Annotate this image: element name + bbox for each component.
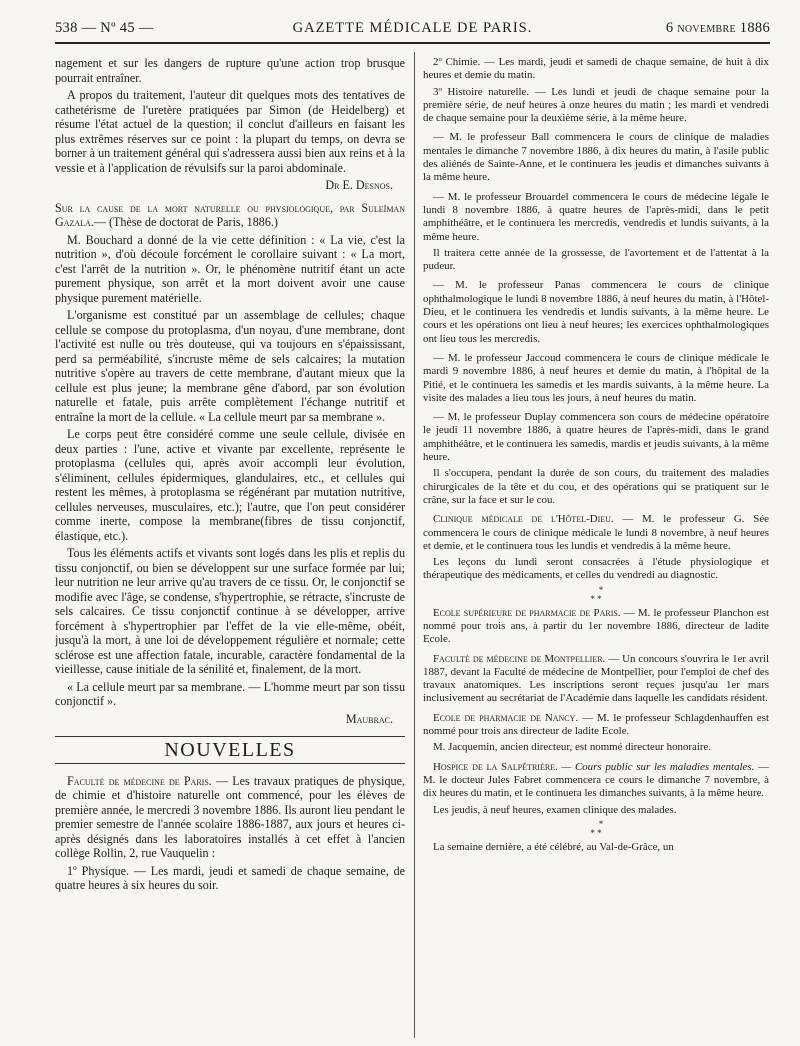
paragraph: — M. le professeur Duplay commencera son cours de médecine opératoire le jeudi 11 novembre 1886, à quatre heures de l'après-midi, dans le grand amphithéâtre, et le continuera les samedis, mardis et jeudis suivants, à la même heure. — [423, 411, 769, 464]
paragraph: Les jeudis, à neuf heures, examen clinique des malades. — [433, 803, 677, 816]
column-divider — [414, 52, 415, 1038]
page-header — [55, 20, 770, 44]
news-item — [423, 653, 769, 706]
paragraph: M. Bouchard a donné de la vie cette définition : « La vie, c'est la nutrition », d'où découle forcément le corollaire suivant : « La mort, c'est l'arrêt de la nutrition ». Or, le phénomène nutritif étant un acte purement physique, son arrêt et la mort doivent avoir une cause physique purement matérielle. — [55, 232, 405, 305]
right-column — [423, 56, 769, 1040]
section-title: NOUVELLES — [55, 736, 405, 764]
paragraph: — M. le professeur Brouardel commencera le cours de médecine légale le lundi 8 novembre 1886, à quatre heures de l'après-midi, dans le petit amphithéâtre, et le continuera les mercredis, vendredis et lundis suivants, à la même heure. — [423, 190, 769, 243]
article-title-block — [55, 201, 405, 230]
paragraph: La semaine dernière, a été célébré, au Val-de-Grâce, un — [433, 840, 674, 853]
paragraph: Les leçons du lundi seront consacrées à l'étude physiologique et thérapeutique des médicaments, et celles du vendredi au diagnostic. — [423, 556, 769, 582]
paragraph: A propos du traitement, l'auteur dit quelques mots des tentatives de cathetérisme de l'uretère pratiquées par Simon (de Heidelberg) et résume l'état actuel de la question; il conclut d'ailleurs en faisant les plus extrêmes réserves sur ce point : la plupart du temps, on devra se borner à un traitement général qui s'adressera aussi bien aux reins et à la vessie et à l'application de révulsifs sur la paroi abdominale. — [55, 88, 405, 175]
news-text: — M. le professeur Planchon est nommé pour trois ans, à partir du 1er novembre 1886, directeur de ladite Ecole. — [423, 606, 769, 646]
paragraph: Il s'occupera, pendant la durée de son cours, du traitement des maladies chirurgicales de la tête et du cou, et des opérations qui se pratiquent sur le crâne, sur la face et sur le cou. — [423, 467, 769, 506]
news-heading: Hospice de la Salpêtrière. — [433, 760, 558, 773]
news-text: — M. le docteur Jules Fabret commencera ce cours le dimanche 7 novembre, à dix heures du matin, et le continuera les dimanches suivants, à la même heure. — [423, 760, 769, 800]
paragraph: 2º Chimie. — Les mardi, jeudi et samedi de chaque semaine, de huit à dix heures et demie du matin. — [423, 56, 769, 82]
news-heading: Ecole supérieure de pharmacie de Paris. — [433, 606, 621, 619]
article-subtitle: — (Thèse de doctorat de Paris, 1886.) — [93, 215, 278, 229]
paragraph: 3º Histoire naturelle. — Les lundi et jeudi de chaque semaine pour la première série, de neuf heures à onze heures du matin ; les mardi et vendredi de chaque semaine pour la deuxième série, à la même heure. — [423, 85, 769, 125]
news-subtitle: — Cours public sur les maladies mentales. — [557, 760, 755, 773]
news-item — [423, 761, 769, 801]
paragraph: 1º Physique. — Les mardi, jeudi et samedi de chaque semaine, de quatre heures à six heures du soir. — [55, 863, 405, 892]
paragraph: nagement et sur les dangers de rupture qu'une action trop brusque pourrait entraîner. — [55, 56, 405, 85]
news-item — [423, 607, 769, 647]
paragraph: — M. le professeur Ball commencera le cours de clinique de maladies mentales le dimanche 7 novembre 1886, à dix heures du matin, à l'asile public des aliénés de Sainte-Anne, et le continuera les jeudis et dimanches suivants à la même heure. — [423, 131, 769, 184]
paragraph: Il traitera cette année de la grossesse, de l'avortement et de l'attentat à la pudeur. — [423, 246, 769, 273]
news-heading: Clinique médicale de l'Hôtel-Dieu. — [433, 513, 614, 526]
paragraph: L'organisme est constitué par un assemblage de cellules; chaque cellule se compose du protoplasma, d'un noyau, d'une membrane, dont l'activité est nulle ou très douteuse, qui va toujours en s'épaississant, perd sa perméabilité, s'incruste même de sels calcaires; la mutation nutritive s'opère au travers de cette membrane, d'autant mieux que la cellule est plus jeune; la membrane gêne d'abord, par son évolution naturelle et fatale, puis arrête complètement l'échange nutritif et entraîne la mort de la cellule. « La cellule meurt par sa membrane ». — [55, 308, 405, 424]
issue-date: 6 novembre 1886 — [665, 20, 770, 36]
news-heading: Faculté de médecine de Paris. — [67, 773, 212, 788]
news-text: — M. le professeur Schlagdenhauffen est nommé pour trois ans directeur de ladite Ecole. — [423, 711, 769, 738]
news-text: — M. le professeur G. Sée commencera le cours de clinique médicale le lundi 8 novembre, à neuf heures et demie, et le continuera tous les lundis et vendredis à la même heure. — [423, 513, 769, 552]
paragraph: « La cellule meurt par sa membrane. — L'homme meurt par son tissu conjonctif ». — [55, 679, 405, 708]
journal-title: GAZETTE MÉDICALE DE PARIS. — [292, 20, 533, 36]
news-item — [55, 774, 405, 861]
section-separator: * * * — [590, 584, 604, 604]
news-heading: Ecole de pharmacie de Nancy. — [433, 711, 579, 724]
paragraph: Le corps peut être considéré comme une seule cellule, divisée en deux parties : l'une, active et vivante par excellente, représente le protoplasma (cellules qui, après avoir accompli leur évolution, s'éliminent, cellules épidermiques, glandulaires, etc., et cellules qui restent les mêmes, à protoplasma se régénérant par mutation nutritive, cellules nerveuses, musculaires, etc.); l'autre, que l'on peut considérer comme inerte, compose la membrane(fibres de tissu conjonctif, élastique, etc.). — [55, 427, 405, 543]
left-column — [55, 56, 405, 1040]
article-title: Sur la cause de la mort naturelle ou physiologique, par Suleïman Gazala. — [55, 200, 405, 229]
signature: Maubrac. — [345, 711, 393, 726]
news-item — [423, 513, 769, 553]
news-text: — Un concours s'ouvrira le 1er avril 1887, devant la Faculté de médecine de Montpellier, pour l'emploi de chef des travaux anatomiques. Les inscriptions seront reçues jusqu'au 1er mars inclusivement au secrétariat de l'Académie dans laquelle les candidats résident. — [423, 652, 769, 705]
paragraph: M. Jacquemin, ancien directeur, est nommé directeur honoraire. — [433, 741, 712, 754]
news-text: — Les travaux pratiques de physique, de chimie et d'histoire naturelle ont commencé, pour les élèves de première année, le mercredi 3 novembre 1886. Ils auront lieu pendant le premier semestre de l'année scolaire 1886-1887, aux jours et heures ci-après désignés dans les laboratoires installés à cet effet à l'ancien collège Rollin, 2, rue Vauquelin : — [55, 773, 405, 860]
paragraph: — M. le professeur Jaccoud commencera le cours de clinique médicale le mardi 9 novembre 1886, à neuf heures et demie du matin, à l'hôpital de la Pitié, et le continuera les samedis et les mardis suivants, à la même heure. La visite des malades a lieu tous les jours, à neuf heures du matin. — [423, 351, 769, 404]
page-number: 538 — Nº 45 — — [55, 20, 154, 36]
paragraph: Tous les éléments actifs et vivants sont logés dans les plis et replis du tissu conjonctif, ou bien se développent sur une surface formée par lui; leur nutrition ne leur arrive qu'au travers de ce tissu. Or, le conjonctif se modifie avec l'âge, se condense, s'hypertrophie, se rétracte, s'incruste de sels calcaires. Ce tissu conjonctif continue à se développer, arrive forcément à s'hypertrophier par l'effet de la vie elle-même, obéit, jusqu'à la mort, à une loi de développement régulière et normale; cette sclérose est une affection fatale, incurable, caractère fondamental de la vieillesse, cause initiale de la sénilité et, finalement, de la mort. — [55, 546, 405, 676]
paragraph: — M. le professeur Panas commencera le cours de clinique ophthalmologique le lundi 8 novembre 1886, à neuf heures du matin, à l'Hôtel-Dieu, et le continuera les vendredis et lundis suivants, à la même heure. Le cours et les opérations ont lieu à neuf heures; les exercices ophthalmologiques ont lieu tous les mercredis. — [423, 279, 769, 345]
news-item — [423, 712, 769, 739]
news-heading: Faculté de médecine de Montpellier. — [433, 652, 606, 665]
signature: Dr E. Desnos. — [325, 178, 393, 192]
section-separator: * * * — [590, 818, 604, 838]
